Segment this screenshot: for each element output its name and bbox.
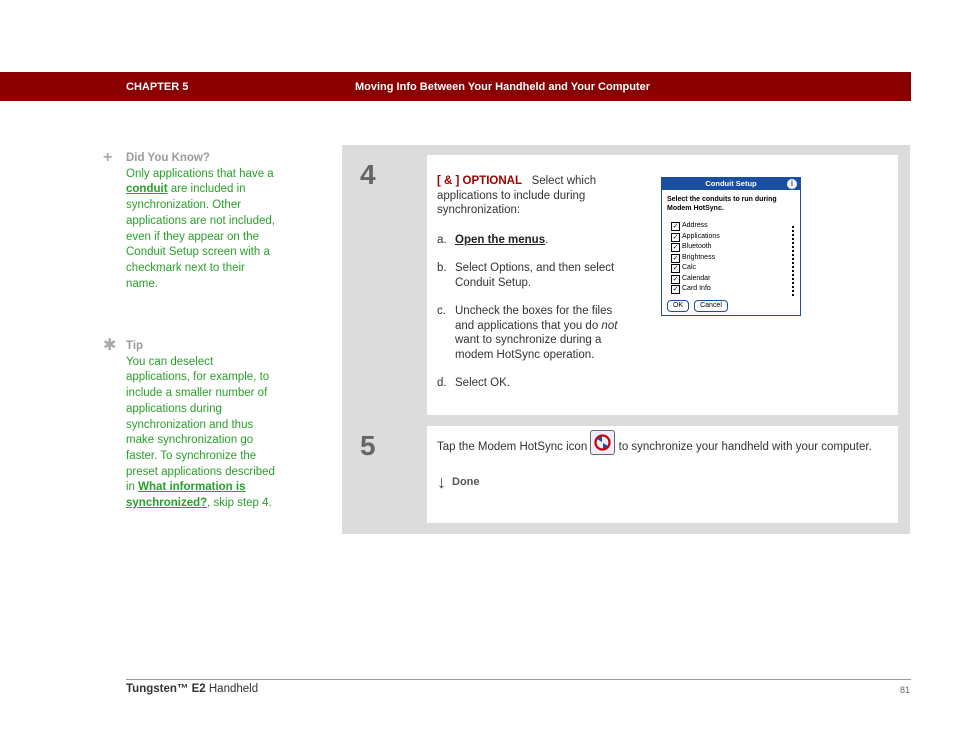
step-4-intro: [ & ] OPTIONAL Select which applications to include during synchronization: — [437, 175, 597, 216]
footer-product: Tungsten™ E2 Handheld — [126, 683, 259, 695]
screenshot-title-bar: Conduit Setup i — [662, 178, 800, 190]
list-item: d. Select OK. — [437, 377, 510, 389]
down-arrow-icon: ↓ — [437, 472, 446, 492]
plus-icon: + — [103, 149, 113, 166]
checkmark-icon: ✓ — [672, 223, 679, 230]
chapter-header — [0, 72, 911, 101]
asterisk-icon: ✱ — [103, 337, 117, 354]
step-4 — [353, 155, 898, 415]
step-5-text: Tap the Modem HotSync icon to synchronize your handheld with your computer. — [437, 430, 877, 455]
info-icon: i — [787, 179, 797, 189]
checkbox-item: ✓ Calc — [672, 264, 697, 272]
chapter-label: CHAPTER 5 — [126, 81, 189, 93]
list-item: a. Open the menus. — [437, 233, 549, 246]
what-information-link[interactable]: What information is synchronized? — [126, 481, 246, 510]
checkbox-item: ✓ Brightness — [672, 253, 716, 262]
open-menus-link[interactable]: Open the menus — [455, 233, 546, 246]
checkbox-item: ✓ Card Info — [672, 285, 711, 293]
checkbox-item: ✓ Applications — [672, 232, 720, 241]
step-number: 4 — [360, 159, 376, 190]
checkmark-icon: ✓ — [672, 244, 679, 251]
footer-divider — [126, 679, 911, 680]
did-you-know-heading: Did You Know? — [126, 152, 210, 164]
did-you-know-box — [103, 151, 278, 292]
step-5-content — [437, 430, 877, 490]
step-4-content — [437, 174, 627, 391]
conduit-setup-screenshot — [661, 177, 801, 316]
ok-button: OK — [667, 300, 689, 312]
chapter-title: Moving Info Between Your Handheld and Your Computer — [355, 81, 650, 93]
page-number: 81 — [899, 685, 910, 695]
did-you-know-text: Only applications that have a conduit are included in synchronization. Other applications are not included, even if they appear on the Conduit Setup screen with a checkmark next to their name. — [126, 167, 275, 290]
checkbox-item: ✓ Calendar — [672, 274, 711, 283]
screenshot-prompt: Select the conduits to run during Modem HotSync. — [667, 196, 777, 212]
step-number: 5 — [360, 430, 376, 461]
conduit-link[interactable]: conduit — [126, 183, 168, 196]
checkmark-icon: ✓ — [672, 275, 679, 283]
hotsync-icon — [590, 430, 615, 455]
list-item: c. Uncheck the boxes for the files and applications that you do not want to synchronize during a modem HotSync operation. — [437, 305, 618, 361]
checkmark-icon: ✓ — [672, 233, 679, 241]
done-marker: ↓ Done — [437, 472, 480, 492]
step-5 — [353, 426, 898, 523]
optional-tag: [ & ] OPTIONAL — [437, 175, 522, 187]
checkbox-item: ✓ Bluetooth — [672, 243, 712, 251]
list-item: b. Select Options, and then select Conduit Setup. — [437, 262, 615, 289]
tip-box — [103, 339, 278, 512]
scrollbar — [792, 226, 797, 296]
tip-heading: Tip — [126, 340, 144, 352]
tip-text: You can deselect applications, for example, to include a smaller number of applications during synchronization and thus make synchronization go faster. To synchronize the preset applications described in What information is synchronized?, skip step 4. — [126, 355, 275, 510]
checkmark-icon: ✓ — [672, 265, 679, 272]
cancel-button: Cancel — [694, 300, 728, 312]
checkbox-item: ✓ Address — [672, 222, 708, 230]
checkmark-icon: ✓ — [672, 254, 679, 262]
checkmark-icon: ✓ — [672, 286, 679, 293]
